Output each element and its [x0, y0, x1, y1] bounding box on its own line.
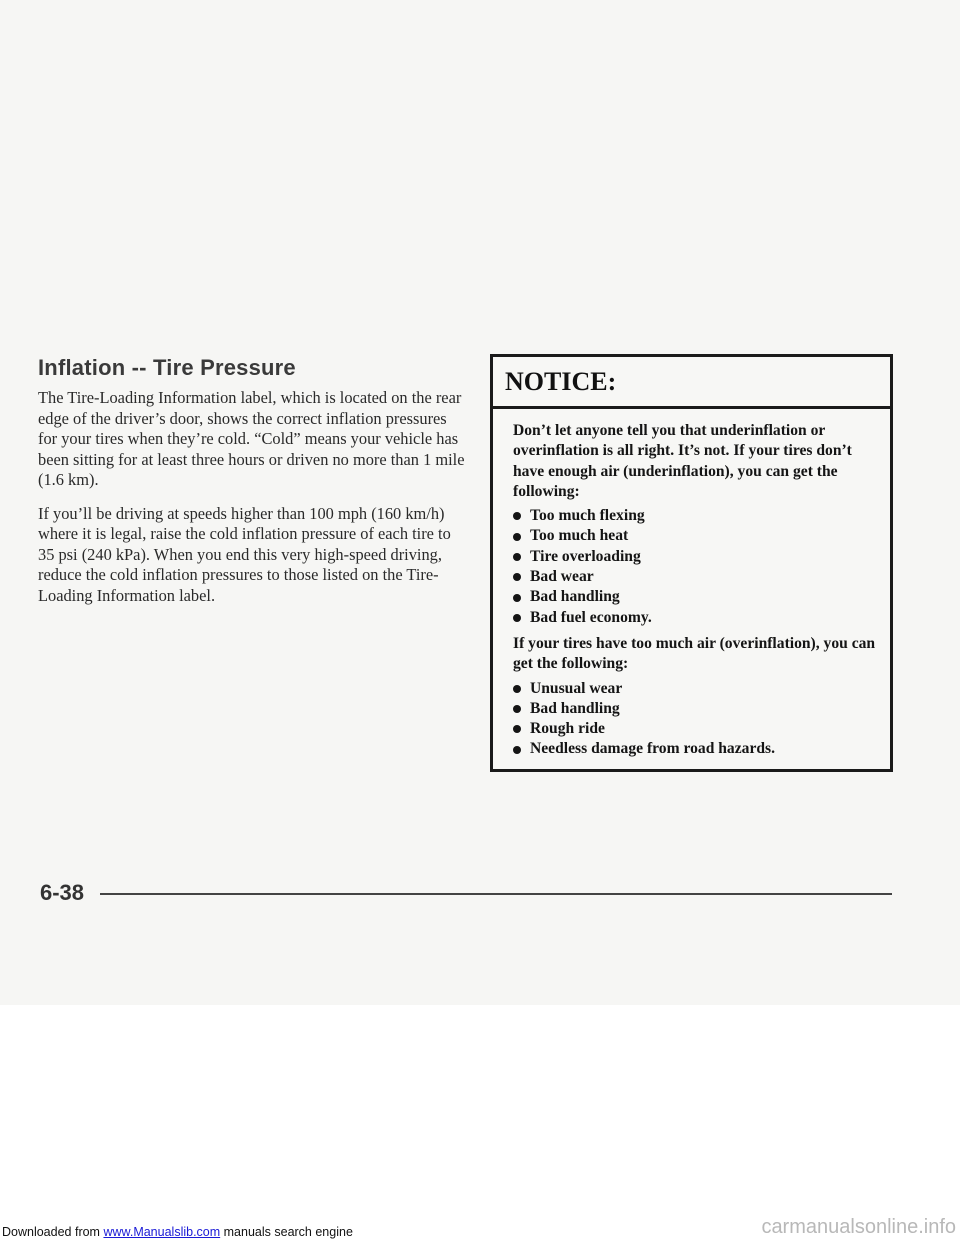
footer-credit: Downloaded from www.Manualslib.com manuals search engine	[2, 1225, 353, 1239]
paragraph-tire-loading-label: The Tire-Loading Information label, which is located on the rear edge of the driver’s door, shows the correct inflation pressures for your tires when they’re cold. “Cold” means your vehicle has been sitting for at least three hours or driven no more than 1 mile (1.6 km).	[38, 388, 465, 489]
bullet-icon	[513, 533, 521, 541]
paragraph-high-speed: If you’ll be driving at speeds higher than 100 mph (160 km/h) where it is legal, raise the cold inflation pressure of each tire to 35 psi (240 kPa). When you end this very high-speed driving, reduce the cold inflation pressures to those listed on the Tire-Loading Information label.	[38, 503, 451, 605]
bullet-icon	[513, 746, 521, 754]
list-item: Tire overloading	[513, 547, 878, 567]
footer-rule	[100, 893, 892, 895]
download-footer	[0, 1212, 960, 1242]
notice-box	[490, 354, 893, 772]
notice-title: NOTICE:	[505, 366, 617, 396]
bullet-icon	[513, 614, 521, 622]
list-item: Bad fuel economy.	[513, 608, 878, 628]
list-item: Rough ride	[513, 719, 878, 739]
notice-header	[493, 357, 890, 409]
notice-over-intro: If your tires have too much air (overinflation), you can get the following:	[513, 634, 876, 673]
list-item: Too much heat	[513, 526, 878, 546]
notice-body	[493, 409, 890, 760]
list-item: Bad handling	[513, 587, 878, 607]
bullet-icon	[513, 594, 521, 602]
watermark: carmanualsonline.info	[761, 1216, 956, 1238]
underinflation-list	[513, 506, 878, 628]
bullet-icon	[513, 573, 521, 581]
bullet-icon	[513, 553, 521, 561]
list-item: Unusual wear	[513, 679, 878, 699]
body-text-column	[38, 388, 468, 619]
list-item: Too much flexing	[513, 506, 878, 526]
manualslib-link[interactable]: www.Manualslib.com	[103, 1225, 221, 1239]
list-item: Bad handling	[513, 699, 878, 719]
bullet-icon	[513, 705, 521, 713]
list-item: Needless damage from road hazards.	[513, 739, 878, 759]
page-number: 6-38	[40, 880, 85, 905]
overinflation-list	[513, 679, 878, 760]
notice-intro: Don’t let anyone tell you that underinflation or overinflation is all right. It’s not. If your tires don’t have enough air (underinflation), you can get the following:	[513, 422, 852, 500]
section-heading: Inflation -- Tire Pressure	[38, 355, 296, 380]
bullet-icon	[513, 512, 521, 520]
bullet-icon	[513, 685, 521, 693]
list-item: Bad wear	[513, 567, 878, 587]
bullet-icon	[513, 725, 521, 733]
